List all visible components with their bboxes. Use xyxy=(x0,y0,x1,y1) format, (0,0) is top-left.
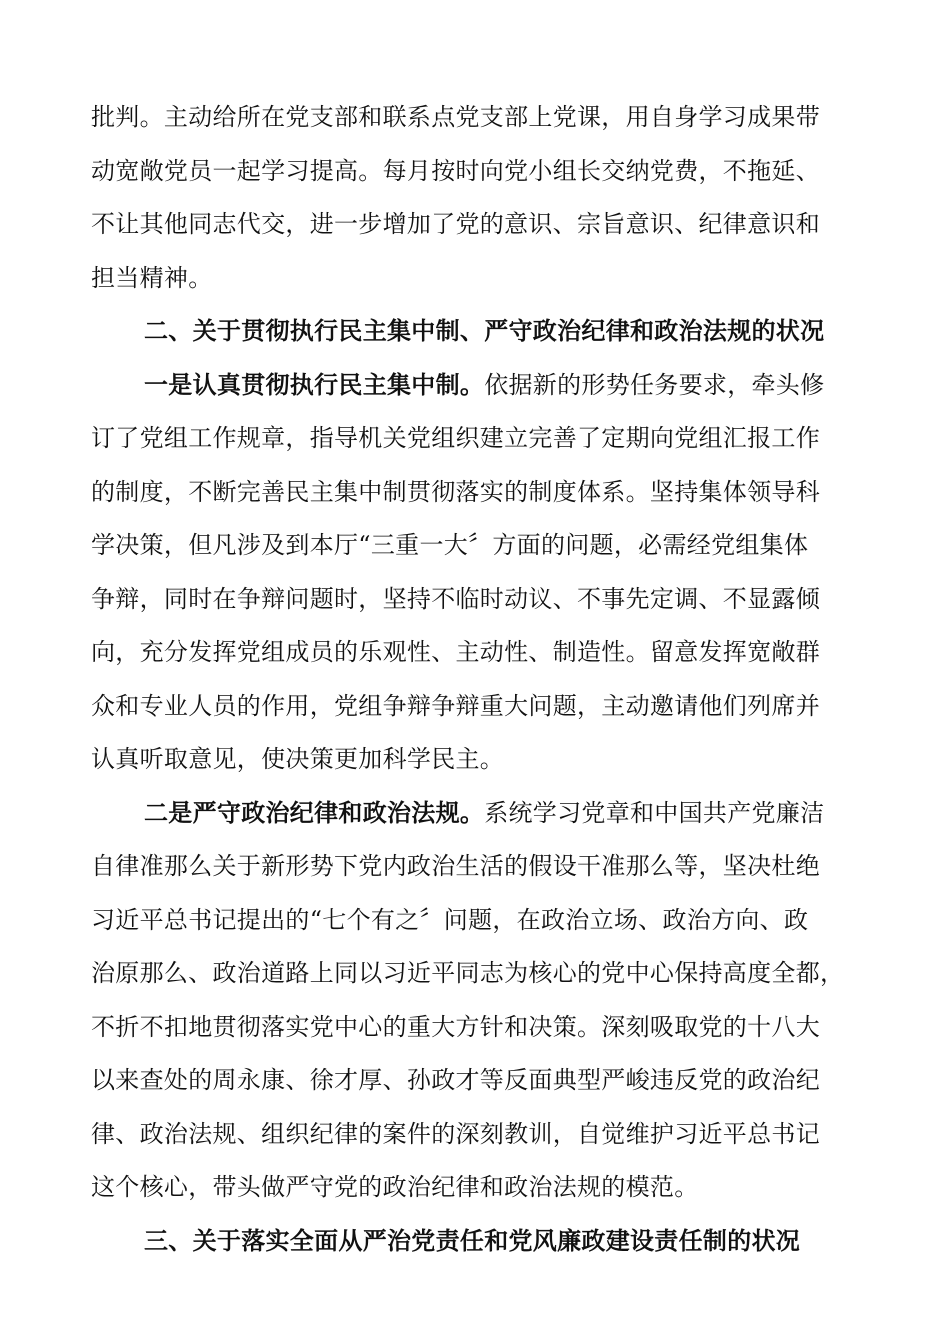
body-line: 学决策，但凡涉及到本厅“三重一大〞方面的问题，必需经党组集体 xyxy=(91,531,809,559)
body-line: 不让其他同志代交，进一步增加了党的意识、宗旨意识、纪律意识和 xyxy=(91,210,820,238)
body-line: 担当精神。 xyxy=(91,264,213,292)
paragraph-first-line xyxy=(0,798,950,828)
paragraph-lead: 二是严守政治纪律和政治法规。 xyxy=(144,798,485,827)
body-line: 订了党组工作规章，指导机关党组织建立完善了定期向党组汇报工作 xyxy=(91,424,820,452)
paragraph-text: 系统学习党章和中国共产党廉洁 xyxy=(484,799,825,827)
body-line: 众和专业人员的作用，党组争辩争辩重大问题，主动邀请他们列席并 xyxy=(91,692,820,720)
paragraph-text: 依据新的形势任务要求，牵头修 xyxy=(484,371,825,399)
body-line: 治原那么、政治道路上同以习近平同志为核心的党中心保持高度全都， xyxy=(91,959,845,987)
body-line: 的制度，不断完善民主集中制贯彻落实的制度体系。坚持集体领导科 xyxy=(91,478,820,506)
body-line: 律、政治法规、组织纪律的案件的深刻教训，自觉维护习近平总书记 xyxy=(91,1120,820,1148)
body-line: 批判。主动给所在党支部和联系点党支部上党课，用自身学习成果带 xyxy=(91,103,820,131)
body-line: 自律准那么关于新形势下党内政治生活的假设干准那么等，坚决杜绝 xyxy=(91,852,820,880)
section-heading: 二、关于贯彻执行民主集中制、严守政治纪律和政治法规的状况 xyxy=(144,316,825,345)
paragraph-first-line xyxy=(0,370,950,400)
body-line: 以来查处的周永康、徐才厚、孙政才等反面典型严峻违反党的政治纪 xyxy=(91,1066,820,1094)
body-line: 这个核心，带头做严守党的政治纪律和政治法规的模范。 xyxy=(91,1173,699,1201)
body-line: 习近平总书记提出的“七个有之〞问题，在政治立场、政治方向、政 xyxy=(91,906,809,934)
body-line: 争辩，同时在争辩问题时，坚持不临时动议、不事先定调、不显露倾 xyxy=(91,585,820,613)
body-line: 不折不扣地贯彻落实党中心的重大方针和决策。深刻吸取党的十八大 xyxy=(91,1013,820,1041)
body-line: 向，充分发挥党组成员的乐观性、主动性、制造性。留意发挥宽敞群 xyxy=(91,638,820,666)
body-line: 动宽敞党员一起学习提高。每月按时向党小组长交纳党费，不拖延、 xyxy=(91,157,820,185)
body-line: 认真听取意见，使决策更加科学民主。 xyxy=(91,745,505,773)
section-heading: 三、关于落实全面从严治党责任和党风廉政建设责任制的状况 xyxy=(144,1226,801,1255)
paragraph-lead: 一是认真贯彻执行民主集中制。 xyxy=(144,370,485,399)
